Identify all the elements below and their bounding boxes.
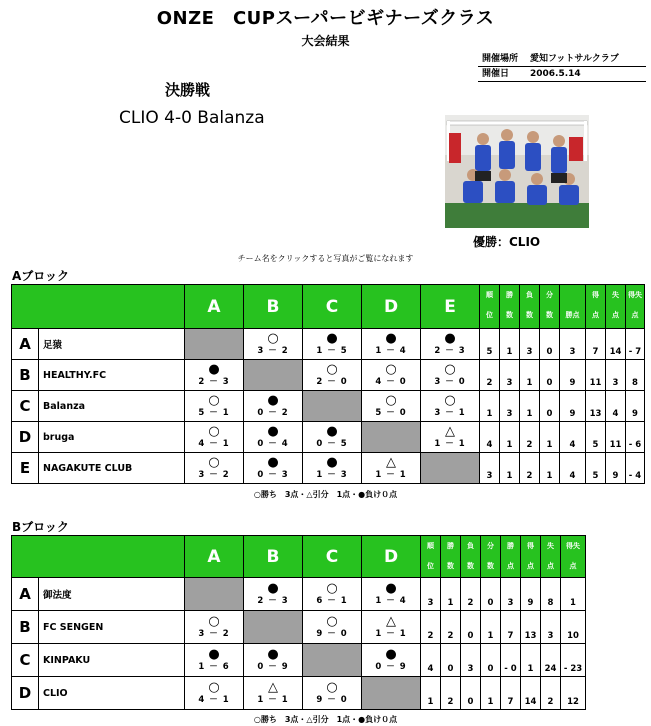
- result-symbol: ○: [444, 361, 456, 377]
- stat-header-text: 点: [527, 562, 534, 570]
- stat-cell: 4: [421, 644, 441, 677]
- stat-cell: 2: [480, 360, 500, 391]
- match-cell: [362, 329, 421, 360]
- match-cell: [303, 453, 362, 484]
- match-score: 4 － 0: [375, 376, 407, 387]
- block-a-body: [12, 329, 645, 484]
- page-subtitle: 大会結果: [301, 34, 350, 48]
- stat-cell: 14: [606, 329, 626, 360]
- match-cell: [303, 677, 362, 710]
- match-score: 2 － 3: [434, 345, 466, 356]
- team-name-link[interactable]: Balanza: [39, 391, 185, 422]
- stat-cell: 13: [521, 611, 541, 644]
- diagonal-cell: [185, 329, 244, 360]
- result-symbol: ○: [385, 361, 397, 377]
- block-a-legend: ○勝ち 3点・△引分 1点・●負け０点: [253, 490, 398, 499]
- stat-header-gd: [561, 536, 586, 578]
- result-symbol: ●: [267, 580, 279, 596]
- stat-header-points: [560, 285, 586, 329]
- result-symbol: ●: [267, 392, 279, 408]
- match-cell: [362, 360, 421, 391]
- date-label: 開催日: [482, 69, 510, 79]
- match-score: 1 － 4: [375, 345, 407, 356]
- result-symbol: ○: [326, 580, 338, 596]
- diagonal-cell: [362, 677, 421, 710]
- stat-cell: 1: [500, 329, 520, 360]
- stat-cell: 0: [441, 644, 461, 677]
- stat-cell: 2: [441, 611, 461, 644]
- col-header: B: [244, 285, 303, 329]
- standings-row: [12, 578, 586, 611]
- stat-cell: 8: [626, 360, 645, 391]
- match-score: 4 － 1: [198, 438, 230, 449]
- stat-header-text: [560, 285, 585, 305]
- col-header: A: [185, 285, 244, 329]
- stat-header-text: 点: [631, 311, 639, 319]
- match-score: 9 － 0: [316, 628, 348, 639]
- stat-cell: 1: [521, 644, 541, 677]
- result-symbol: ○: [208, 679, 220, 695]
- stat-cell: 1: [520, 391, 540, 422]
- match-score: 5 － 1: [198, 407, 230, 418]
- stat-cell: - 6: [626, 422, 645, 453]
- col-header: C: [303, 536, 362, 578]
- team-photo[interactable]: [445, 115, 589, 228]
- venue-label: 開催場所: [482, 54, 519, 64]
- match-score: 3 － 1: [434, 407, 466, 418]
- stat-cell: 2: [441, 677, 461, 710]
- stat-cell: 1: [441, 578, 461, 611]
- match-score: 4 － 1: [198, 694, 230, 705]
- venue-row: [478, 52, 646, 67]
- result-symbol: △: [445, 423, 455, 439]
- stat-header-points: [501, 536, 521, 578]
- stat-cell: 1: [540, 422, 560, 453]
- match-score: 3 － 2: [198, 469, 230, 480]
- col-header: A: [185, 536, 244, 578]
- stat-cell: 5: [586, 453, 606, 484]
- match-cell: [244, 644, 303, 677]
- match-score: 3 － 0: [434, 376, 466, 387]
- stat-cell: 4: [560, 453, 586, 484]
- stat-cell: 9: [560, 391, 586, 422]
- stat-cell: - 4: [626, 453, 645, 484]
- stat-header-wins: [441, 536, 461, 578]
- block-b-legend: ○勝ち 3点・△引分 1点・●負け０点: [253, 715, 398, 724]
- match-cell: [362, 578, 421, 611]
- stat-cell: 11: [586, 360, 606, 391]
- match-score: 1 － 1: [375, 469, 407, 480]
- stat-header-gf: [586, 285, 606, 329]
- match-cell: [362, 611, 421, 644]
- stat-cell: - 7: [626, 329, 645, 360]
- stat-cell: 14: [521, 677, 541, 710]
- result-symbol: ●: [385, 580, 397, 596]
- stat-cell: 1: [520, 360, 540, 391]
- match-cell: [185, 677, 244, 710]
- stat-cell: 0: [481, 578, 501, 611]
- standings-row: [12, 391, 645, 422]
- stat-header-text: 得: [527, 542, 534, 550]
- row-letter: A: [12, 578, 39, 611]
- stat-header-text: 負: [467, 542, 474, 550]
- match-score: 0 － 2: [257, 407, 289, 418]
- block-a-header-row: [12, 285, 645, 329]
- stat-cell: 3: [606, 360, 626, 391]
- match-cell: [244, 329, 303, 360]
- match-score: 1 － 4: [375, 595, 407, 606]
- block-b-table: [11, 535, 586, 710]
- stat-cell: 11: [606, 422, 626, 453]
- match-score: 1 － 1: [375, 628, 407, 639]
- page-title: ONZE CUPスーパービギナーズクラス: [156, 8, 495, 29]
- result-symbol: ●: [385, 330, 397, 346]
- stat-cell: 1: [481, 611, 501, 644]
- stat-cell: 4: [480, 422, 500, 453]
- col-header: D: [362, 536, 421, 578]
- stat-header-ga: [541, 536, 561, 578]
- stat-cell: 0: [481, 644, 501, 677]
- match-cell: [185, 391, 244, 422]
- match-score: 1 － 1: [257, 694, 289, 705]
- diagonal-cell: [421, 453, 480, 484]
- team-name-link[interactable]: HEALTHY.FC: [39, 360, 185, 391]
- stat-cell: 4: [560, 422, 586, 453]
- stat-cell: 7: [586, 329, 606, 360]
- row-letter: A: [12, 329, 39, 360]
- standings-row: [12, 360, 645, 391]
- stat-cell: 1: [540, 453, 560, 484]
- match-cell: [421, 329, 480, 360]
- stat-cell: 0: [540, 391, 560, 422]
- diagonal-cell: [185, 578, 244, 611]
- match-cell: [303, 329, 362, 360]
- event-info: [478, 52, 646, 82]
- stat-cell: 1: [421, 677, 441, 710]
- stat-cell: 5: [480, 329, 500, 360]
- stat-header-text: 数: [447, 562, 454, 570]
- result-symbol: ○: [385, 392, 397, 408]
- stat-header-losses: [461, 536, 481, 578]
- stat-header-text: 得失: [628, 291, 642, 299]
- match-cell: [244, 578, 303, 611]
- match-cell: [185, 422, 244, 453]
- col-header: E: [421, 285, 480, 329]
- team-name-link[interactable]: NAGAKUTE CLUB: [39, 453, 185, 484]
- block-b-title: Bブロック: [12, 520, 69, 534]
- stat-header-text: 失: [547, 542, 554, 550]
- winner-label: 優勝：CLIO: [473, 235, 541, 249]
- match-score: 1 － 1: [434, 438, 466, 449]
- stat-header-text: 数: [467, 562, 474, 570]
- match-score: 6 － 1: [316, 595, 348, 606]
- match-cell: [244, 422, 303, 453]
- row-letter: E: [12, 453, 39, 484]
- result-symbol: ●: [326, 454, 338, 470]
- match-cell: [303, 578, 362, 611]
- result-symbol: ○: [326, 679, 338, 695]
- match-cell: [362, 453, 421, 484]
- stat-header-rank: [480, 285, 500, 329]
- result-symbol: ●: [267, 423, 279, 439]
- result-symbol: △: [386, 454, 396, 470]
- match-score: 2 － 3: [198, 376, 230, 387]
- stat-header-text: 数: [506, 311, 513, 319]
- stat-cell: - 23: [561, 644, 586, 677]
- stat-header-text: 負: [526, 291, 533, 299]
- result-symbol: ●: [326, 423, 338, 439]
- stat-header-rank: [421, 536, 441, 578]
- match-score: 0 － 4: [257, 438, 289, 449]
- stat-cell: 24: [541, 644, 561, 677]
- match-cell: [421, 360, 480, 391]
- stat-cell: 2: [520, 422, 540, 453]
- match-score: 2 － 3: [257, 595, 289, 606]
- stat-cell: 9: [626, 391, 645, 422]
- stat-header-text: 点: [612, 311, 619, 319]
- stat-cell: 2: [541, 677, 561, 710]
- match-score: 0 － 5: [316, 438, 348, 449]
- stat-cell: 4: [606, 391, 626, 422]
- standings-row: [12, 453, 645, 484]
- result-symbol: ○: [208, 454, 220, 470]
- match-cell: [303, 422, 362, 453]
- standings-row: [12, 422, 645, 453]
- match-score: 0 － 9: [375, 661, 407, 672]
- stat-header-text: 点: [507, 562, 514, 570]
- row-letter: C: [12, 391, 39, 422]
- stat-header-text: 位: [486, 311, 493, 319]
- result-symbol: ●: [208, 646, 220, 662]
- result-symbol: ●: [208, 361, 220, 377]
- corner-cell: [12, 285, 185, 329]
- diagonal-cell: [303, 391, 362, 422]
- stat-header-losses: [520, 285, 540, 329]
- result-symbol: ○: [326, 613, 338, 629]
- stat-header-text: 数: [487, 562, 494, 570]
- stat-cell: 0: [540, 360, 560, 391]
- diagonal-cell: [303, 644, 362, 677]
- team-name-link[interactable]: KINPAKU: [39, 644, 185, 677]
- stat-cell: 7: [501, 677, 521, 710]
- diagonal-cell: [244, 611, 303, 644]
- stat-header-text: 順: [486, 291, 493, 299]
- match-cell: [244, 453, 303, 484]
- match-score: 9 － 0: [316, 694, 348, 705]
- stat-cell: 3: [541, 611, 561, 644]
- row-letter: D: [12, 677, 39, 710]
- result-symbol: △: [268, 679, 278, 695]
- match-score: 1 － 3: [316, 469, 348, 480]
- stat-header-gf: [521, 536, 541, 578]
- stat-header-draws: [540, 285, 560, 329]
- stat-header-wins: [500, 285, 520, 329]
- stat-cell: 9: [560, 360, 586, 391]
- stat-cell: 3: [421, 578, 441, 611]
- diagonal-cell: [362, 422, 421, 453]
- corner-cell: [12, 536, 185, 578]
- match-score: 0 － 3: [257, 469, 289, 480]
- stat-header-text: 得失: [566, 542, 580, 550]
- final-label: 決勝戦: [165, 81, 211, 99]
- result-symbol: ●: [267, 454, 279, 470]
- row-letter: B: [12, 360, 39, 391]
- match-score: 1 － 5: [316, 345, 348, 356]
- stat-header-gd: [626, 285, 645, 329]
- match-score: 1 － 6: [198, 661, 230, 672]
- date-value: 2006.5.14: [530, 69, 581, 79]
- team-name-link[interactable]: 御法度: [39, 578, 185, 611]
- match-cell: [303, 611, 362, 644]
- stat-cell: 1: [500, 422, 520, 453]
- date-row: [478, 67, 646, 82]
- match-cell: [185, 360, 244, 391]
- match-cell: [362, 391, 421, 422]
- stat-header-text: 得: [592, 291, 599, 299]
- match-cell: [185, 644, 244, 677]
- stat-cell: 2: [461, 578, 481, 611]
- match-cell: [185, 453, 244, 484]
- stat-header-text: 数: [526, 311, 533, 319]
- result-symbol: ●: [444, 330, 456, 346]
- match-score: 2 － 0: [316, 376, 348, 387]
- match-cell: [362, 644, 421, 677]
- standings-row: [12, 329, 645, 360]
- result-symbol: ○: [267, 330, 279, 346]
- stat-cell: 7: [501, 611, 521, 644]
- stat-header-text: 分: [546, 291, 553, 299]
- stat-header-draws: [481, 536, 501, 578]
- venue-value: 愛知フットサルクラブ: [530, 54, 619, 64]
- stat-header-text: 点: [547, 562, 554, 570]
- stat-header-text: 勝: [506, 291, 513, 299]
- match-score: 0 － 9: [257, 661, 289, 672]
- stat-cell: 3: [560, 329, 586, 360]
- result-symbol: ○: [208, 423, 220, 439]
- stat-header-text: 点: [592, 311, 599, 319]
- standings-row: [12, 644, 586, 677]
- standings-row: [12, 611, 586, 644]
- col-header: B: [244, 536, 303, 578]
- match-cell: [244, 677, 303, 710]
- stat-cell: 5: [586, 422, 606, 453]
- stat-cell: 10: [561, 611, 586, 644]
- stat-header-text: 点: [569, 562, 577, 570]
- stat-header-text: 分: [487, 542, 494, 550]
- stat-header-text: 勝点: [565, 311, 580, 319]
- match-cell: [421, 391, 480, 422]
- match-cell: [185, 611, 244, 644]
- stat-cell: 1: [561, 578, 586, 611]
- stat-cell: 3: [500, 391, 520, 422]
- stat-header-text: 位: [427, 562, 434, 570]
- match-cell: [303, 360, 362, 391]
- stat-cell: 2: [520, 453, 540, 484]
- result-symbol: △: [386, 613, 396, 629]
- block-a-title: Aブロック: [12, 269, 70, 283]
- stat-header-text: 失: [612, 291, 619, 299]
- match-score: 5 － 0: [375, 407, 407, 418]
- stat-cell: 3: [461, 644, 481, 677]
- stat-cell: 9: [606, 453, 626, 484]
- match-score: 3 － 2: [198, 628, 230, 639]
- row-letter: D: [12, 422, 39, 453]
- stat-header-ga: [606, 285, 626, 329]
- row-letter: C: [12, 644, 39, 677]
- final-score: CLIO 4-0 Balanza: [119, 108, 265, 128]
- stat-cell: 0: [540, 329, 560, 360]
- team-name-link[interactable]: CLIO: [39, 677, 185, 710]
- row-letter: B: [12, 611, 39, 644]
- stat-cell: 3: [520, 329, 540, 360]
- result-symbol: ●: [267, 646, 279, 662]
- block-b-body: [12, 578, 586, 710]
- result-symbol: ○: [326, 361, 338, 377]
- diagonal-cell: [244, 360, 303, 391]
- stat-cell: 3: [500, 360, 520, 391]
- team-photo-image: [445, 115, 589, 228]
- result-symbol: ○: [444, 392, 456, 408]
- stat-cell: 2: [421, 611, 441, 644]
- team-name-link[interactable]: 足猿: [39, 329, 185, 360]
- stat-cell: 3: [501, 578, 521, 611]
- standings-row: [12, 677, 586, 710]
- stat-cell: 8: [541, 578, 561, 611]
- result-symbol: ○: [208, 392, 220, 408]
- stat-cell: 9: [521, 578, 541, 611]
- photo-hint: チーム名をクリックすると写真がご覧になれます: [237, 254, 414, 263]
- stat-cell: 12: [561, 677, 586, 710]
- stat-cell: - 0: [501, 644, 521, 677]
- result-symbol: ○: [208, 613, 220, 629]
- stat-header-text: 勝: [507, 542, 514, 550]
- col-header: C: [303, 285, 362, 329]
- stat-header-text: 順: [427, 542, 434, 550]
- team-name-link[interactable]: FC SENGEN: [39, 611, 185, 644]
- team-name-link[interactable]: bruga: [39, 422, 185, 453]
- stat-cell: 13: [586, 391, 606, 422]
- stat-cell: 1: [500, 453, 520, 484]
- stat-cell: 1: [480, 391, 500, 422]
- match-cell: [421, 422, 480, 453]
- stat-header-text: 勝: [447, 542, 454, 550]
- stat-cell: 3: [480, 453, 500, 484]
- block-b-header-row: [12, 536, 586, 578]
- stat-cell: 0: [461, 611, 481, 644]
- result-symbol: ●: [385, 646, 397, 662]
- match-cell: [244, 391, 303, 422]
- stat-cell: 1: [481, 677, 501, 710]
- match-score: 3 － 2: [257, 345, 289, 356]
- result-symbol: ●: [326, 330, 338, 346]
- stat-header-text: 数: [546, 311, 553, 319]
- stat-cell: 0: [461, 677, 481, 710]
- block-a-table: [11, 284, 645, 484]
- col-header: D: [362, 285, 421, 329]
